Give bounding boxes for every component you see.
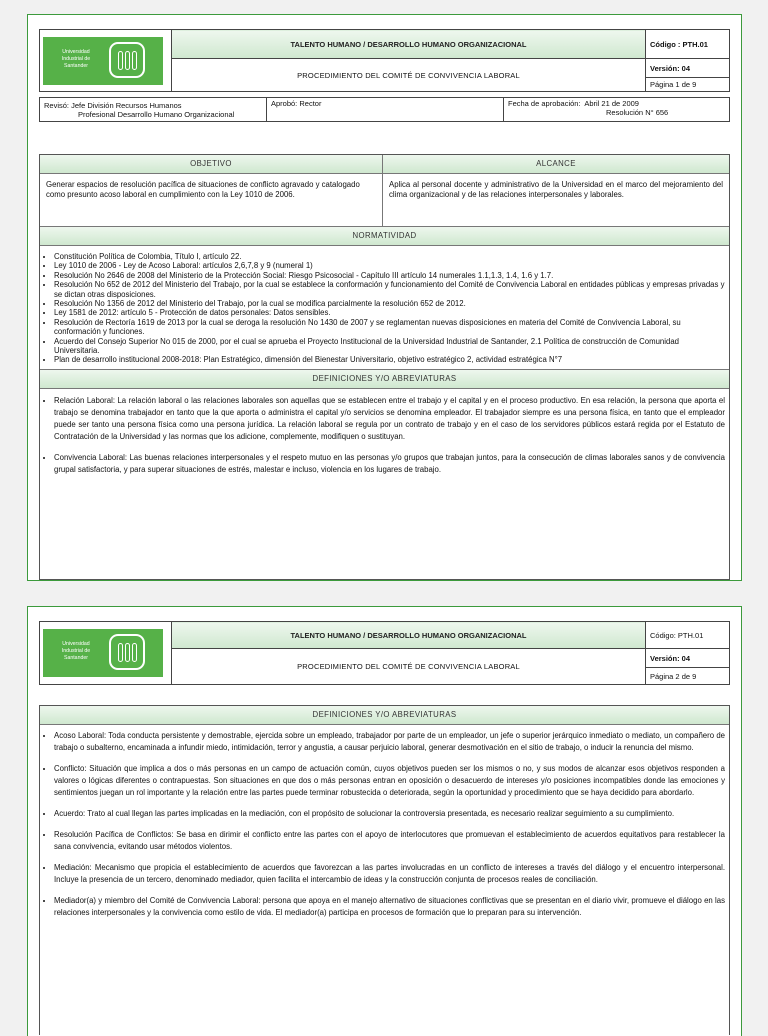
- list-item: • Acoso Laboral: Toda conducta persistente y demostrable, ejercida sobre un empleado, trabajador por parte de un empleador, un jefe o superior jerárquico inmediato o mediato, un compañero de trabajo o subalterno, encaminada a infundir miedo, intimidación, terror y angustia, a causar perjuicio laboral, generar desmotivación en el sitio de trabajo, o inducir la renuncia del mismo.: [54, 730, 725, 754]
- page-number: Página 2 de 9: [646, 668, 730, 685]
- list-item: • Mediación: Mecanismo que propicia el establecimiento de acuerdos que favorezcan a las partes involucradas en un conflicto de intereses a través del diálogo y el encuentro interpersonal. Incluye la presencia de un tercero, denominado mediador, quien facilita el intercambio de ideas y la construcción conjunta de procesos reales de conciliación.: [54, 862, 725, 886]
- document-header: [39, 29, 730, 92]
- document-code: Código : PTH.01: [646, 30, 730, 59]
- document-code: Código: PTH.01: [646, 622, 730, 649]
- university-logo: [43, 37, 163, 85]
- list-item: • Resolución No 1356 de 2012 del Ministerio del Trabajo, por la cual se modifica parcialmente la resolución 652 de 2012.: [54, 299, 725, 308]
- list-item: • Resolución No 652 de 2012 del Ministerio del Trabajo, por la cual se establece la conformación y funcionamiento del Comité de Convivencia Laboral en entidades públicas y empresas privadas y se dictan otras disposiciones.: [54, 280, 725, 299]
- list-item: • Ley 1010 de 2006 - Ley de Acoso Laboral: artículos 2,6,7,8 y 9 (numeral 1): [54, 261, 725, 270]
- approved-by: Aprobó: Rector: [267, 98, 504, 122]
- procedure-title: PROCEDIMIENTO DEL COMITÉ DE CONVIVENCIA LABORAL: [172, 649, 646, 685]
- list-item: • Ley 1581 de 2012: artículo 5 - Protección de datos personales: Datos sensibles.: [54, 308, 725, 317]
- objetivo-text: Generar espacios de resolución pacífica de situaciones de conflicto agravado y catalogado como presunto acoso laboral en cumplimiento con la Ley 1010 de 2006.: [46, 180, 360, 199]
- document-page-2: [27, 606, 742, 1036]
- definiciones-heading: DEFINICIONES Y/O ABREVIATURAS: [40, 370, 729, 389]
- objetivo-heading: OBJETIVO: [40, 155, 382, 174]
- content-section: [39, 154, 730, 580]
- list-item: • Conflicto: Situación que implica a dos o más personas en un campo de actuación común, cuyos objetivos pueden ser los mismos o no, y sus modos de alcanzar esos objetivos responden a valores o lógicas diferentes o contrapuestas. Son situaciones en que dos o más personas entran en oposición o desacuerdo de intereses y/o posiciones incompatibles donde las emociones y sentimientos juegan un rol importante y la relación entre las partes puede terminar robustecida o deteriorada, según la oportunidad y procedimiento que se haya decidido para abordarlo.: [54, 763, 725, 799]
- list-item: • Acuerdo: Trato al cual llegan las partes implicadas en la mediación, con el propósito de solucionar la controversia presentada, es necesario realizar seguimiento a su cumplimiento.: [54, 808, 725, 820]
- document-page-1: [27, 14, 742, 581]
- list-item: • Resolución Pacífica de Conflictos: Se basa en dirimir el conflicto entre las partes con el apoyo de interlocutores que promuevan el establecimiento de acuerdos equitativos para restablecer la sana convivencia, evitando usar métodos violentos.: [54, 829, 725, 853]
- list-item: • Acuerdo del Consejo Superior No 015 de 2000, por el cual se aprueba el Proyecto Institucional de la Universidad Industrial de Santander, 2.1 Política de construcción de Comunidad Universitaria.: [54, 337, 725, 356]
- list-item: • Resolución de Rectoría 1619 de 2013 por la cual se deroga la resolución No 1430 de 2007 y se reglamentan nuevas disposiciones en materia del Comité de Convivencia Laboral, su conformación y funciones.: [54, 318, 725, 337]
- list-item: • Constitución Política de Colombia, Título I, artículo 22.: [54, 252, 725, 261]
- alcance-heading: ALCANCE: [383, 155, 729, 174]
- definiciones-list: [40, 725, 729, 919]
- logo-cell: [40, 622, 172, 685]
- content-section: [39, 705, 730, 1035]
- list-item: • Plan de desarrollo institucional 2008-2018: Plan Estratégico, dimensión del Bienestar Universitario, objetivo estratégico 2, actividad estratégica N°7: [54, 355, 725, 364]
- normatividad-heading: NORMATIVIDAD: [40, 227, 729, 246]
- uis-emblem-icon: [109, 42, 145, 78]
- document-header: [39, 621, 730, 685]
- page-number: Página 1 de 9: [646, 78, 730, 92]
- uis-emblem-icon: [109, 634, 145, 670]
- definiciones-list: [40, 389, 729, 476]
- document-version: Versión: 04: [646, 59, 730, 78]
- list-item: • Mediador(a) y miembro del Comité de Convivencia Laboral: persona que apoya en el manejo alternativo de situaciones conflictivas que se presentan en el diario vivir, promueve el diálogo en las relaciones interpersonales y la convivencia como estilo de vida. El mediador(a) participa en procesos de formación que lo preparan para su intervención.: [54, 895, 725, 919]
- normatividad-list: [40, 246, 729, 370]
- alcance-text: Aplica al personal docente y administrativo de la Universidad en el marco del mejoramiento del clima organizacional y de las relaciones interpersonales y laborales.: [389, 180, 723, 199]
- department-title: TALENTO HUMANO / DESARROLLO HUMANO ORGANIZACIONAL: [172, 30, 646, 59]
- approval-row: [39, 97, 730, 122]
- list-item: • Resolución No 2646 de 2008 del Ministerio de la Protección Social: Riesgo Psicosocial - Capítulo III artículo 14 numerales 1.1,1.3, 1.4, 1.6 y 1.7.: [54, 271, 725, 280]
- procedure-title: PROCEDIMIENTO DEL COMITÉ DE CONVIVENCIA LABORAL: [172, 59, 646, 92]
- definiciones-heading: DEFINICIONES Y/O ABREVIATURAS: [40, 706, 729, 725]
- logo-university-name: Universidad Industrial de Santander: [61, 48, 91, 69]
- document-version: Versión: 04: [646, 649, 730, 668]
- logo-cell: [40, 30, 172, 92]
- list-item: • Convivencia Laboral: Las buenas relaciones interpersonales y el respeto mutuo en las personas y/o grupos que trabajan juntos, para la consecución de climas laborales sanos y de convivencia grupal satisfactoria, y para superar situaciones de estrés, malestar e incluso, violencia en los lugares de trabajo.: [54, 452, 725, 476]
- logo-university-name: Universidad Industrial de Santander: [61, 641, 91, 661]
- approval-date: Fecha de aprobación: Abril 21 de 2009 Resolución N° 656: [504, 98, 730, 122]
- department-title: TALENTO HUMANO / DESARROLLO HUMANO ORGANIZACIONAL: [172, 622, 646, 649]
- reviewed-by: Revisó: Jefe División Recursos Humanos Profesional Desarrollo Humano Organizacional: [40, 98, 267, 122]
- university-logo: [43, 629, 163, 677]
- list-item: • Relación Laboral: La relación laboral o las relaciones laborales son aquellas que se establecen entre el trabajo y el capital y en el proceso productivo. En esa relación, la persona que aporta el trabajo se denomina trabajador en tanto que la que aporta o administra el capital y/o servicios se denomina empleador. El trabajador siempre es una persona física, en tanto que el empleador puede ser tanto una persona física como una persona jurídica. La relación laboral se regula por un contrato de trabajo y en el caso de los servidores públicos estará regida por el Estatuto de Contratación de la Universidad y las normas que los adicione, complemente, modifiquen o sustituyan.: [54, 395, 725, 443]
